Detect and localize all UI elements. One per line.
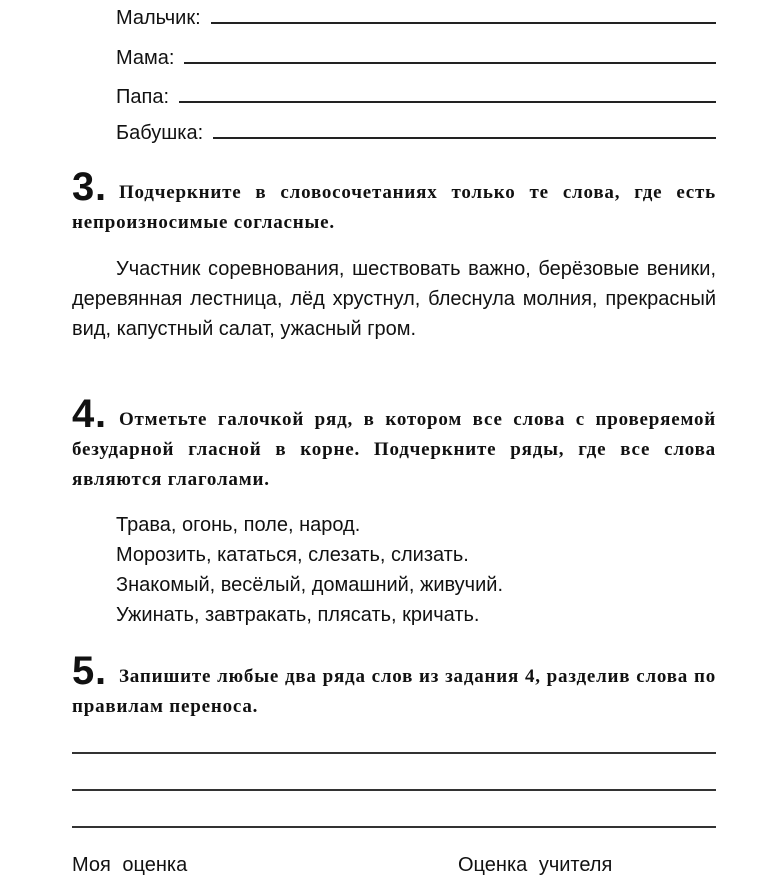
answer-line[interactable] [213, 137, 716, 139]
task-4-rows [116, 510, 716, 630]
answer-field-dad[interactable] [116, 79, 716, 109]
task-5-instruction: Запишите любые два ряда слов из задания 4, разделив слова по правилам переноса. [72, 666, 716, 717]
task-4-instruction: Отметьте галочкой ряд, в котором все слова с проверяемой безударной гласной в корне. Подчеркните ряды, где все слова являются глаголами. [72, 409, 716, 490]
task-4-number: 4. [72, 392, 107, 436]
task-5 [72, 649, 716, 722]
field-label-boy: Мальчик: [116, 7, 201, 29]
task-3-instruction: Подчеркните в словосочетаниях только те слова, где есть непроизносимые согласные. [72, 182, 716, 233]
writing-line[interactable] [72, 752, 716, 754]
answer-line[interactable] [184, 62, 716, 64]
task-5-number: 5. [72, 649, 107, 693]
my-grade-label: Моя оценка [72, 854, 188, 876]
task-3-number: 3. [72, 165, 107, 209]
teacher-grade-label: Оценка учителя [458, 854, 613, 876]
word-row: Знакомый, весёлый, домашний, живучий. [116, 574, 504, 596]
answer-field-grandma[interactable] [116, 115, 716, 145]
writing-line[interactable] [72, 826, 716, 828]
answer-field-mom[interactable] [116, 40, 716, 70]
writing-line[interactable] [72, 789, 716, 791]
field-label-grandma: Бабушка: [116, 122, 204, 144]
task-3 [72, 165, 716, 238]
task-4 [72, 392, 716, 495]
word-row: Трава, огонь, поле, народ. [116, 514, 361, 536]
field-label-dad: Папа: [116, 86, 170, 108]
word-row: Ужинать, завтракать, плясать, кричать. [116, 604, 480, 626]
answer-line[interactable] [179, 101, 716, 103]
answer-field-boy[interactable] [116, 0, 716, 30]
answer-line[interactable] [211, 22, 716, 24]
field-label-mom: Мама: [116, 47, 175, 69]
word-row: Морозить, кататься, слезать, слизать. [116, 544, 469, 566]
task-3-text: Участник соревнования, шествовать важно, берёзовые веники, деревянная лестница, лёд хрустнул, блеснула молния, прекрасный вид, капустный салат, ужасный гром. [72, 258, 716, 340]
